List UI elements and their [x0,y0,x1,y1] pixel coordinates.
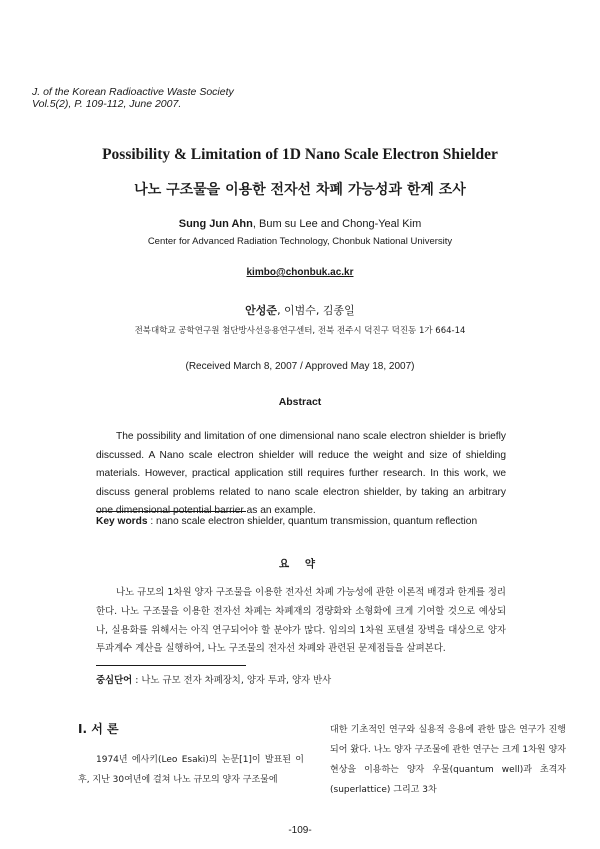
affiliation-ko: 전북대학교 공학연구원 첨단방사선응용연구센터, 전북 전주시 덕진구 덕진동 1가 664-14 [134,326,466,336]
page-number: -109- [288,825,312,836]
paper-title-ko: 나노 구조물을 이용한 전자선 차폐 가능성과 한계 조사 [134,182,466,198]
paper-title-en: Possibility & Limitation of 1D Nano Scale Electron Shielder [102,146,498,163]
section-heading-introduction: Ⅰ. 서 론 [78,722,119,736]
authors-ko [0,302,600,318]
abstract-text: The possibility and limitation of one dimensional nano scale electron shielder is briefly discussed. A Nano scale electron shielder will reduce the weight and size of shielding materials. However, practical application still requires further research. In this work, we discuss general problems related to nano scale electron shielder, by taking an arbitrary one dimensional potential barrier as an example. [96,431,506,517]
keywords-ko-label: 중심단어 [96,675,133,686]
keywords-text: : nano scale electron shielder, quantum transmission, quantum reflection [147,516,478,527]
first-author-ko: 안성준 [245,304,278,317]
body-text-right-column: 대한 기초적인 연구와 실용적 응용에 관한 많은 연구가 진행되어 왔다. 나노 양자 구조물에 관한 연구는 크게 1차원 양자 현상을 이용하는 양자 우물(quantum well)과 초격자(superlattice) 그리고 3차 [330,725,566,795]
keywords-ko [96,672,331,686]
authors-en [0,218,600,230]
journal-volume: Vol.5(2), P. 109-112, June 2007. [32,98,182,110]
journal-name: J. of the Korean Radioactive Waste Society [32,86,234,98]
keywords-en [96,516,477,527]
keywords-label: Key words [96,516,148,527]
journal-citation [32,86,234,110]
received-dates: (Received March 8, 2007 / Approved May 18, 2007) [185,361,415,372]
korean-keywords-divider [96,665,246,666]
abstract-heading: Abstract [278,396,322,408]
other-authors-ko: , 이범수, 김종일 [277,304,355,317]
keywords-divider [96,511,246,512]
author-email-link[interactable]: kimbo@chonbuk.ac.kr [246,267,354,278]
korean-abstract-text: 나노 규모의 1차원 양자 구조물을 이용한 전자선 차폐 가능성에 관한 이론적 배경과 한계를 정리한다. 나노 구조물을 이용한 전자선 차폐는 차폐재의 경량화와 소형화에 크게 기여할 것으로 예상되나, 실용화를 위해서는 아직 연구되어야 할 분야가 많다. 임의의 1차원 포텐셜 장벽을 대상으로 양자투과계수 계산을 실행하여, 나노 구조물의 전자선 차폐와 관련된 문제점들을 살펴본다. [96,587,506,655]
first-author-en: Sung Jun Ahn [178,218,253,230]
body-text-left-column: 1974년 에사키(Leo Esaki)의 논문[1]이 발표된 이후, 지난 30여년에 걸쳐 나노 규모의 양자 구조물에 [78,755,304,785]
keywords-ko-text: : 나노 규모 전자 차폐장치, 양자 투과, 양자 반사 [132,675,332,686]
other-authors-en: , Bum su Lee and Chong-Yeal Kim [252,218,422,230]
affiliation-en: Center for Advanced Radiation Technology, Chonbuk National University [147,236,453,247]
korean-abstract-heading: 요 약 [279,558,321,570]
